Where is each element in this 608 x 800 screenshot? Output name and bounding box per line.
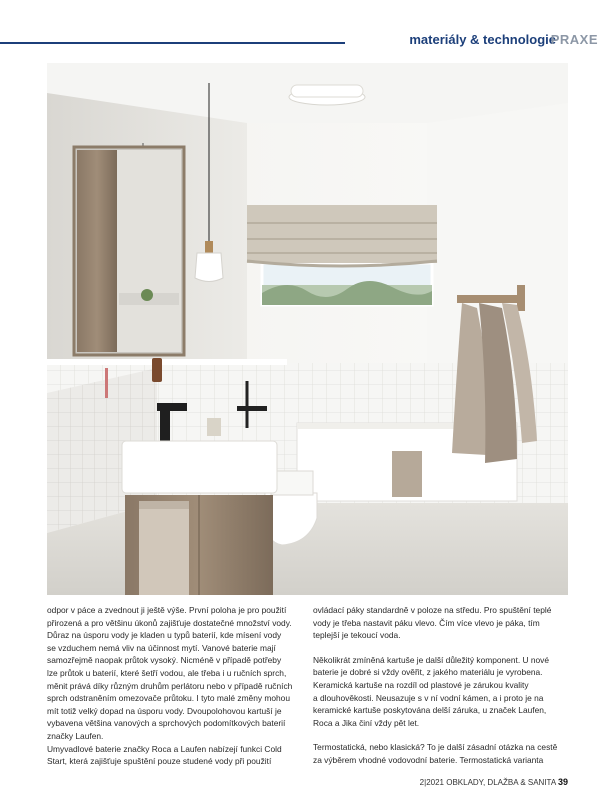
- paragraph: Termostatická, nebo klasická? To je další zásadní otázka na cestě za výběrem vhodné vodovodní baterie. Termostatická varianta: [313, 742, 558, 765]
- page-header: [0, 28, 608, 52]
- paragraph: ovládací páky standardně v poloze na středu. Pro spuštění teplé vody je třeba nastavit páku vlevo. Čím více vlevo je páka, tím teplejší je tekoucí voda.: [313, 605, 552, 641]
- paragraph: Několikrát zmíněná kartuše je další důležitý komponent. U nové baterie je dobré si vždy ověřit, z jakého materiálu je vyrobena. Keramická kartuše na rozdíl od plastové je zárukou kvality a dlouhověkosti. Neusazuje s v ní vodní kámen, a i proto je na keramické kartuše poskytována delší záruka, u značek Laufen, Roca a Jika činí vždy pět let.: [313, 654, 550, 728]
- bathroom-illustration: [47, 63, 568, 595]
- header-section: PRAXE: [550, 32, 598, 47]
- article-column-right: [313, 604, 569, 767]
- bathroom-photo: [47, 63, 568, 595]
- header-rule: [0, 42, 345, 44]
- page-number: 39: [557, 777, 568, 787]
- paragraph: odpor v páce a zvednout ji ještě výše. První poloha je pro použití přirozená a pro většinu úkonů zajišťuje dostatečné množství vody. Důraz na úsporu vody je kladen u typů baterií, kde mísení vody se vzduchem nemá vliv na účinnost mytí. Vanové baterie mají samozřejmě naopak průtok vysoký. Nicméně v případě potřeby lze průtok u baterií, které šetří vodou, ale třeba i u ručních sprch, měnit prává díky různým druhům perlátoru nebo v případě ručních sprch odstraněním omezovače průtoku. I tyto malé změny mohou mít totiž velký dopad na úsporu vody. Dvoupolohovou kartuší je vybavena většina vanových a sprchových podomítkových baterií značky Laufen. Umyvadlové baterie značky Roca a Laufen nabízejí funkci Cold Start, která zajišťuje spuštění pouze studené vody při použití: [47, 605, 293, 767]
- page-footer: [420, 777, 568, 787]
- footer-issue: 2|2021 OBKLADY, DLAŽBA & SANITA: [419, 778, 556, 787]
- article-column-left: [47, 604, 305, 768]
- header-title: materiály & technologie: [409, 32, 556, 47]
